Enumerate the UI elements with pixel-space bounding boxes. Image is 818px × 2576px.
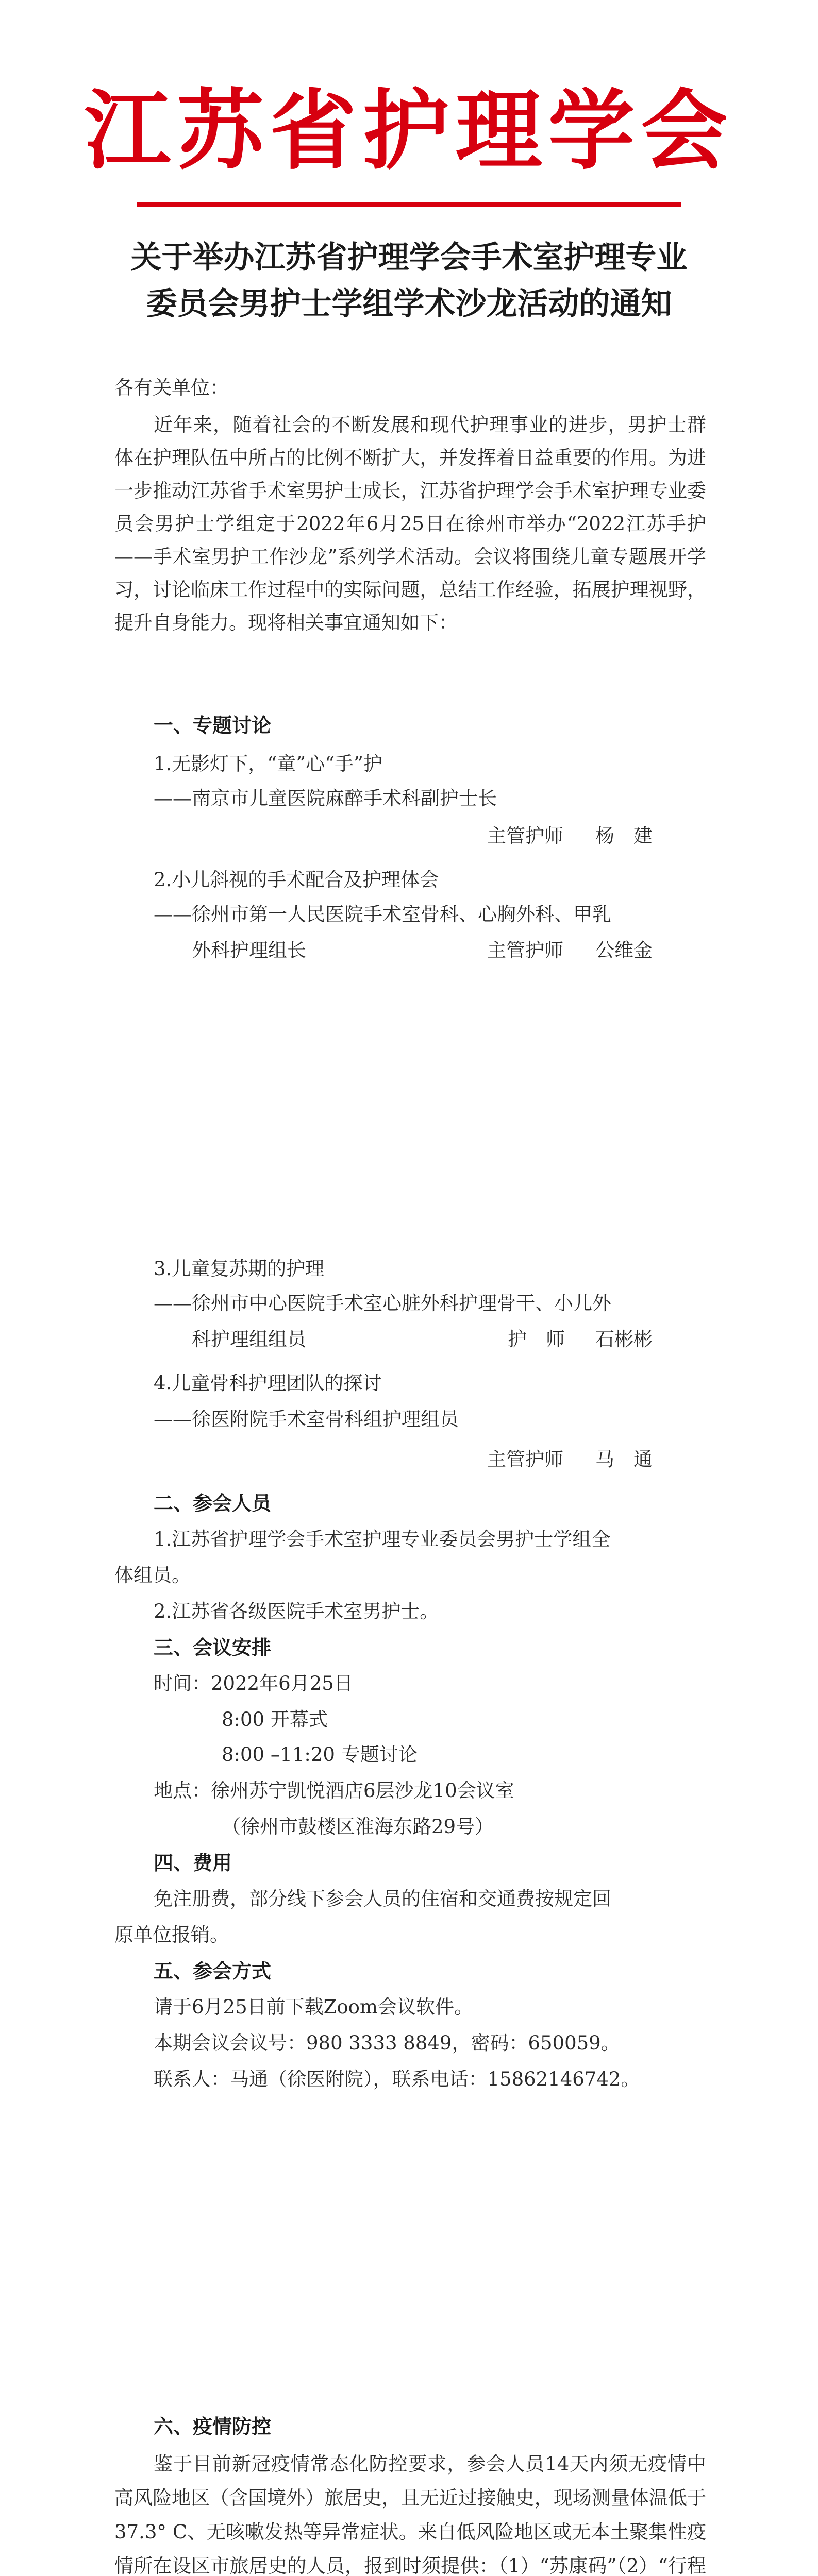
topic-2-speaker: 公维金 bbox=[595, 939, 653, 961]
topic-4-title: 4.儿童骨科护理团队的探讨 bbox=[154, 1372, 382, 1394]
topic-1-speaker-org: ——南京市儿童医院麻醉手术科副护士长 bbox=[154, 787, 497, 809]
attendees-item-2: 2.江苏省各级医院手术室男护士。 bbox=[154, 1600, 439, 1622]
topic-2-speaker-org: ——徐州市第一人民医院手术室骨科、心胸外科、甲乳 bbox=[154, 903, 611, 925]
topic-4-speaker: 马 通 bbox=[595, 1448, 653, 1470]
schedule-date: 时间：2022年6月25日 bbox=[154, 1672, 353, 1694]
topic-3-speaker: 石彬彬 bbox=[595, 1328, 653, 1350]
section-heading-attendees: 二、参会人员 bbox=[154, 1492, 272, 1515]
attendance-download: 请于6月25日前下载Zoom会议软件。 bbox=[154, 1996, 473, 2018]
org-masthead: 江苏省护理学会 bbox=[84, 80, 734, 181]
salutation: 各有关单位： bbox=[114, 377, 229, 399]
fees-line-2: 原单位报销。 bbox=[114, 1924, 229, 1946]
notice-title bbox=[82, 234, 736, 327]
section-heading-schedule: 三、会议安排 bbox=[154, 1636, 272, 1659]
schedule-opening: 8:00 开幕式 bbox=[222, 1708, 328, 1731]
intro-text: 近年来，随着社会的不断发展和现代护理事业的进步，男护士群体在护理队伍中所占的比例不断扩大，并发挥着日益重要的作用。为进一步推动江苏省手术室男护士成长，江苏省护理学会手术室护理专业委员会男护士学组定于2022年6月25日在徐州市举办“2022江苏手护——手术室男护工作沙龙”系列学术活动。会议将围绕儿童专题展开学习，讨论临床工作过程中的实际问题，总结工作经验，拓展护理视野，提升自身能力。现将相关事宜通知如下： bbox=[114, 414, 706, 634]
schedule-discussion: 8:00 –11:20 专题讨论 bbox=[222, 1743, 418, 1766]
intro-paragraph bbox=[114, 409, 706, 639]
section-heading-topics: 一、专题讨论 bbox=[154, 714, 272, 737]
fees-line-1: 免注册费，部分线下参会人员的住宿和交通费按规定回 bbox=[154, 1888, 611, 1910]
topic-3-speaker-org: ——徐州市中心医院手术室心脏外科护理骨干、小儿外 bbox=[154, 1292, 611, 1314]
epidemic-text: 鉴于目前新冠疫情常态化防控要求，参会人员14天内须无疫情中高风险地区（含国境外）旅居史，且无近过接触史，现场测量体温低于37.3° C、无咳嗽发热等异常症状。来自低风险地区或无本土聚集性疫情所在设区市旅居史的人员，报到时须提供：（1）“苏康码”（2）“行程 bbox=[114, 2453, 706, 2576]
topic-4-role: 主管护师 bbox=[487, 1448, 563, 1470]
topic-3-speaker-org-cont: 科护理组组员 bbox=[192, 1328, 306, 1350]
topic-2-role: 主管护师 bbox=[487, 939, 563, 961]
topic-1-role: 主管护师 bbox=[487, 825, 563, 847]
schedule-venue: 地点：徐州苏宁凯悦酒店6层沙龙10会议室 bbox=[154, 1780, 514, 1802]
section-heading-fees: 四、费用 bbox=[154, 1851, 232, 1874]
section-heading-epidemic: 六、疫情防控 bbox=[154, 2415, 272, 2438]
topic-3-title: 3.儿童复苏期的护理 bbox=[154, 1258, 325, 1280]
attendees-item-1-cont: 体组员。 bbox=[114, 1564, 191, 1586]
section-heading-attendance: 五、参会方式 bbox=[154, 1959, 272, 1982]
title-line-1: 关于举办江苏省护理学会手术室护理专业 bbox=[130, 240, 688, 276]
attendees-item-1: 1.江苏省护理学会手术室护理专业委员会男护士学组全 bbox=[154, 1528, 611, 1550]
attendance-meeting-id: 本期会议会议号：980 3333 8849，密码：650059。 bbox=[154, 2032, 620, 2054]
topic-2-speaker-org-cont: 外科护理组长 bbox=[192, 939, 306, 961]
topic-4-speaker-org: ——徐医附院手术室骨科组护理组员 bbox=[154, 1408, 459, 1430]
epidemic-paragraph bbox=[114, 2447, 706, 2576]
schedule-venue-address: （徐州市鼓楼区淮海东路29号） bbox=[222, 1816, 494, 1838]
topic-3-role: 护 师 bbox=[508, 1328, 565, 1350]
topic-2-title: 2.小儿斜视的手术配合及护理体会 bbox=[154, 869, 439, 891]
masthead-rule bbox=[137, 202, 681, 207]
attendance-contact: 联系人：马通（徐医附院），联系电话：15862146742。 bbox=[154, 2068, 640, 2090]
title-line-2: 委员会男护士学组学术沙龙活动的通知 bbox=[146, 286, 672, 322]
topic-1-speaker: 杨 建 bbox=[595, 825, 653, 847]
topic-1-title: 1.无影灯下，“童”心“手”护 bbox=[154, 753, 382, 775]
